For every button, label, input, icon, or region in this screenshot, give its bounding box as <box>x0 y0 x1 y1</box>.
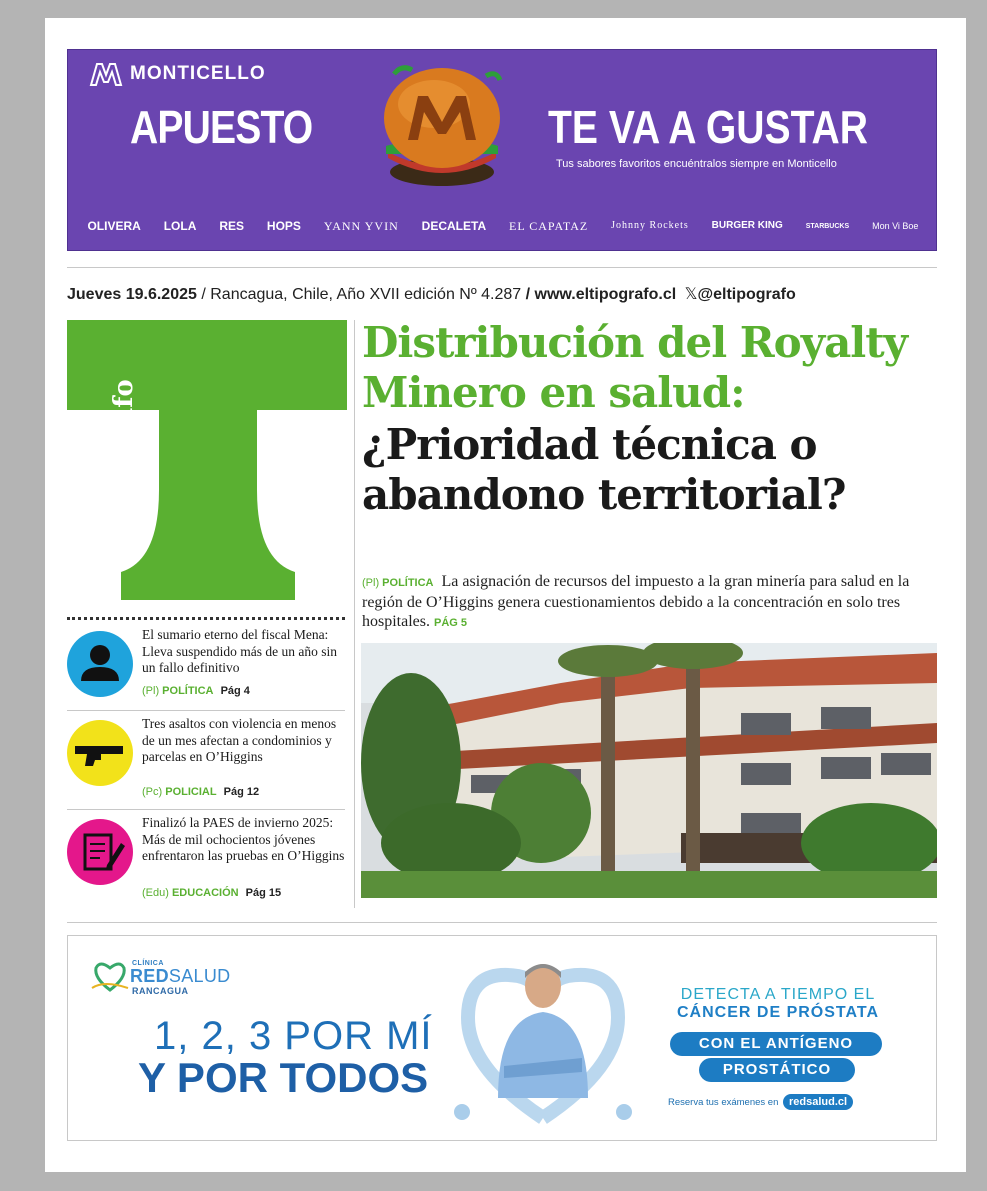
document-pen-icon <box>67 819 133 885</box>
side-story-title: Tres asaltos con violencia en menos de un mes afectan a condominios y parcelas en O’Higgins <box>142 716 337 764</box>
gun-icon <box>67 720 133 786</box>
masthead-name: El Tipógrafo <box>109 379 139 560</box>
section-abbr: (Pc) <box>142 786 163 798</box>
section-tag[interactable] <box>362 577 434 589</box>
headline-line: Minero en salud: <box>362 368 745 417</box>
side-story-meta <box>142 685 250 697</box>
dotted-divider <box>67 617 345 620</box>
burger-icon <box>374 54 510 194</box>
prostatic-pill: PROSTÁTICO <box>699 1058 855 1082</box>
monticello-brand-name: MONTICELLO <box>130 63 266 84</box>
dateline <box>67 284 796 304</box>
main-headline-green[interactable] <box>362 318 942 418</box>
headline-line: ¿Prioridad técnica o <box>362 420 817 469</box>
column-divider <box>354 320 355 908</box>
monticello-logo-icon <box>88 60 124 88</box>
bottom-ad-banner[interactable] <box>67 935 937 1141</box>
section-name: POLÍTICA <box>162 685 214 697</box>
partner-logo: DECALETA <box>421 219 487 233</box>
social-handle[interactable]: @eltipografo <box>697 286 796 303</box>
reserve-url[interactable]: redsalud.cl <box>783 1094 853 1110</box>
partner-logo: LOLA <box>163 219 197 233</box>
page-ref: Pág 4 <box>220 685 250 697</box>
story-divider <box>67 809 345 810</box>
detect-line2: CÁNCER DE PRÓSTATA <box>677 1004 879 1021</box>
clinic-city: RANCAGUA <box>132 986 189 996</box>
website-link[interactable]: / www.eltipografo.cl <box>525 286 677 303</box>
partner-logo: STARBUCKS <box>805 222 850 230</box>
page-ref: Pág 15 <box>245 887 282 899</box>
person-icon <box>67 631 133 697</box>
detect-line1: DETECTA A TIEMPO EL <box>680 986 876 1003</box>
side-story-title: El sumario eterno del fiscal Mena: Lleva suspendido más de un año sin un fallo definitivo <box>142 627 337 675</box>
partner-logos <box>68 206 937 246</box>
clinic-name-bold: RED <box>130 966 169 986</box>
partner-logo: OLIVERA <box>87 219 141 233</box>
section-abbr: (Edu) <box>142 887 169 899</box>
side-story-title: Finalizó la PAES de invierno 2025: Más de mil ochocientos jóvenes enfrentaron las pruebas en O’Higgins <box>142 815 345 863</box>
partner-logo: HOPS <box>266 219 301 233</box>
monticello-brand <box>88 60 266 88</box>
side-story-meta <box>142 786 259 798</box>
partner-logo: Johnny Rockets <box>611 220 689 231</box>
reserve-text: Reserva tus exámenes en <box>668 1097 779 1108</box>
story-divider <box>67 710 345 711</box>
page-ref: Pág 12 <box>223 786 260 798</box>
ad-tagline: Tus sabores favoritos encuéntralos siempre en Monticello <box>556 158 837 170</box>
clinic-name-rest: SALUD <box>168 966 231 986</box>
issue-date: Jueves 19.6.2025 <box>67 286 197 303</box>
x-icon: 𝕏 <box>684 286 698 303</box>
ad-slogan-right: TE VA A GUSTAR <box>548 101 869 153</box>
main-headline-black[interactable] <box>362 420 942 520</box>
issue-location: / Rancagua, Chile, <box>201 286 333 303</box>
redsalud-heart-icon <box>90 958 130 994</box>
ad-slogan-line1: 1, 2, 3 POR MÍ <box>154 1014 433 1058</box>
partner-logo: RES <box>219 219 244 233</box>
bottom-rule <box>67 922 937 923</box>
hospital-photo <box>361 643 937 898</box>
side-story-meta <box>142 887 281 899</box>
top-rule <box>67 267 937 268</box>
partner-logo: EL CAPATAZ <box>509 219 589 233</box>
doctor-heart-illustration <box>448 948 638 1138</box>
clinic-name <box>130 966 230 987</box>
main-lede <box>362 572 922 633</box>
reserve-line <box>668 1096 853 1108</box>
partner-logo: BURGER KING <box>711 220 783 231</box>
section-name: EDUCACIÓN <box>171 887 239 899</box>
ad-slogan-left: APUESTO <box>130 101 313 153</box>
issue-edition: Año XVII edición Nº 4.287 <box>336 286 522 303</box>
section-name: POLÍTICA <box>382 577 434 589</box>
section-name: POLICIAL <box>165 786 217 798</box>
antigen-pill: CON EL ANTÍGENO <box>670 1032 882 1056</box>
clinic-small-label: CLÍNICA <box>132 960 164 967</box>
page-ref[interactable]: PÁG 5 <box>434 617 468 629</box>
headline-line: Distribución del Royalty <box>362 318 908 367</box>
lede-text: La asignación de recursos del impuesto a la gran minería para salud en la región de O’Higgins genera cuestionamientos debido a la concentración en solo tres hospitales. <box>362 573 910 630</box>
section-abbr: (Pl) <box>362 577 380 589</box>
top-ad-banner[interactable] <box>67 49 937 251</box>
ad-slogan-line2: Y POR TODOS <box>138 1054 429 1101</box>
headline-line: abandono territorial? <box>362 470 846 519</box>
partner-logo: YANN YVIN <box>323 219 399 233</box>
partner-logo: Mon Vi Boe <box>872 220 919 231</box>
section-abbr: (Pl) <box>142 685 160 697</box>
